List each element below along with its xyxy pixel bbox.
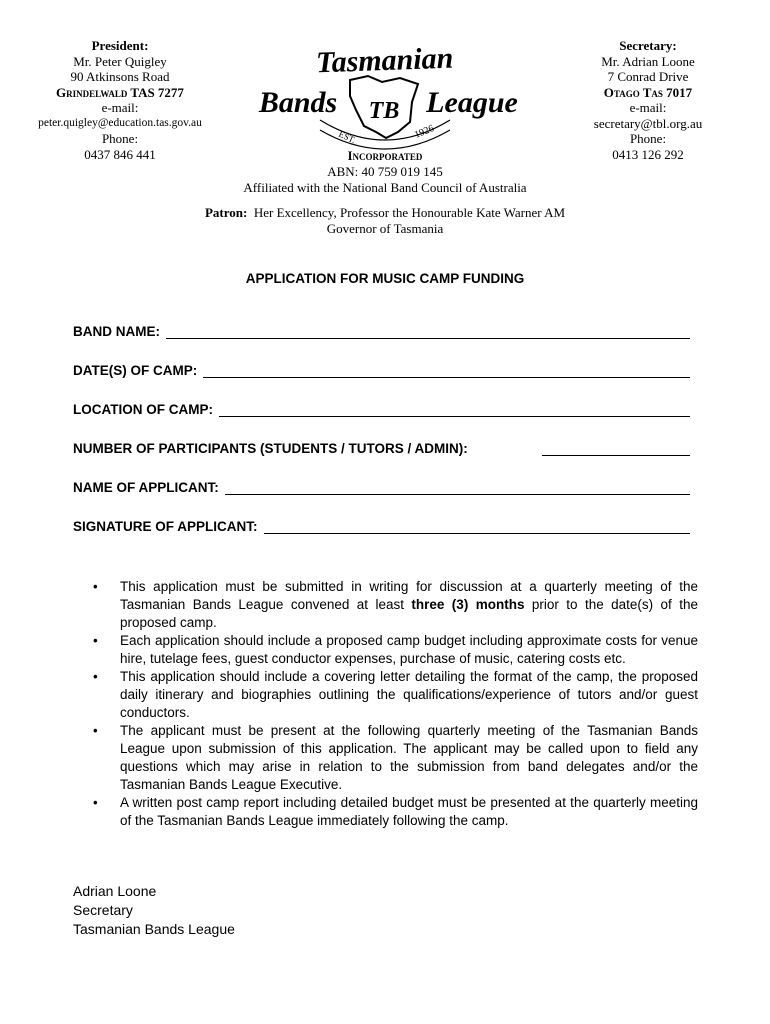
patron-label: Patron: bbox=[204, 205, 248, 220]
secretary-phone: 0413 126 292 bbox=[612, 146, 684, 162]
list-item: • The applicant must be present at the following quarterly meeting of the Tasmanian Bands League upon submission of this application. The applicant may be called upon to field any questions which may arise in relation to the submission from band delegates and/or the Tasmanian Bands League Executive. bbox=[93, 723, 698, 792]
patron-title: Governor of Tasmania bbox=[326, 221, 444, 236]
band-name-label: BAND NAME: bbox=[73, 324, 160, 339]
president-email-label: e-mail: bbox=[101, 100, 139, 115]
signature-label: SIGNATURE OF APPLICANT: bbox=[73, 519, 258, 534]
bullet-icon: • bbox=[93, 795, 98, 810]
president-name: Mr. Peter Quigley bbox=[73, 53, 167, 69]
president-phone-label: Phone: bbox=[101, 131, 139, 146]
form-title: APPLICATION FOR MUSIC CAMP FUNDING bbox=[245, 271, 525, 286]
secretary-name: Mr. Adrian Loone bbox=[601, 53, 695, 69]
secretary-address-line2: Otago Tas 7017 bbox=[603, 84, 693, 100]
applicant-name-field[interactable] bbox=[73, 480, 690, 495]
deadline-emphasis: three (3) months bbox=[411, 597, 525, 612]
logo-est-label: EST. bbox=[337, 128, 358, 146]
dates-field[interactable] bbox=[73, 363, 690, 378]
location-label: LOCATION OF CAMP: bbox=[73, 402, 213, 417]
secretary-phone-label: Phone: bbox=[629, 131, 667, 146]
logo-year: 1926 bbox=[413, 123, 436, 141]
signoff-org: Tasmanian Bands League bbox=[73, 921, 235, 937]
president-address-line1: 90 Atkinsons Road bbox=[70, 69, 170, 84]
patron-block bbox=[150, 205, 620, 237]
president-address-line2: Grindelwald TAS 7277 bbox=[56, 84, 184, 100]
president-email[interactable]: peter.quigley@education.tas.gov.au bbox=[38, 116, 202, 129]
logo-word-tasmanian: Tasmanian bbox=[315, 41, 454, 80]
tasmanian-bands-league-logo bbox=[250, 40, 520, 152]
dates-line[interactable] bbox=[203, 366, 690, 378]
signature-field[interactable] bbox=[73, 519, 690, 534]
patron-name: Her Excellency, Professor the Honourable Kate Warner AM bbox=[253, 205, 566, 220]
signoff-block bbox=[73, 882, 235, 939]
secretary-contact-block bbox=[582, 38, 714, 162]
bullet-icon: • bbox=[93, 723, 98, 738]
abn: ABN: 40 759 019 145 bbox=[327, 164, 443, 179]
secretary-address-line1: 7 Conrad Drive bbox=[607, 69, 689, 84]
logo-word-league: League bbox=[426, 86, 518, 119]
participants-field[interactable] bbox=[73, 441, 690, 456]
location-line[interactable] bbox=[219, 405, 690, 417]
organisation-info bbox=[170, 148, 600, 196]
list-item: • This application must be submitted in writing for discussion at a quarterly meeting of the Tasmanian Bands League convened at least three (3) months prior to the date(s) of the proposed camp. bbox=[93, 579, 698, 630]
secretary-email[interactable]: secretary@tbl.org.au bbox=[593, 115, 703, 131]
list-item: • This application should include a covering letter detailing the format of the camp, the proposed daily itinerary and biographies outlining the qualifications/experience of tutors and/or guest conductors. bbox=[93, 669, 698, 720]
bullet-icon: • bbox=[93, 669, 98, 684]
secretary-email-label: e-mail: bbox=[629, 100, 667, 115]
affiliation: Affiliated with the National Band Council of Australia bbox=[243, 180, 527, 195]
applicant-name-line[interactable] bbox=[225, 483, 690, 495]
location-field[interactable] bbox=[73, 402, 690, 417]
president-role-label: President: bbox=[91, 38, 149, 53]
bullet-icon: • bbox=[93, 633, 98, 648]
president-phone: 0437 846 441 bbox=[84, 146, 156, 162]
bullet-icon: • bbox=[93, 579, 98, 594]
president-contact-block bbox=[20, 38, 220, 162]
list-item: • A written post camp report including detailed budget must be presented at the quarterly meeting of the Tasmanian Bands League immediately following the camp. bbox=[93, 795, 698, 828]
signoff-name: Adrian Loone bbox=[73, 883, 157, 899]
logo-graphic bbox=[250, 40, 520, 152]
band-name-field[interactable] bbox=[73, 324, 690, 339]
dates-label: DATE(S) OF CAMP: bbox=[73, 363, 198, 378]
logo-monogram: TB bbox=[368, 98, 400, 124]
signature-line[interactable] bbox=[264, 522, 691, 534]
participants-label: NUMBER OF PARTICIPANTS (STUDENTS / TUTORS / ADMIN): bbox=[73, 441, 468, 456]
logo-word-bands: Bands bbox=[258, 86, 338, 119]
participants-line[interactable] bbox=[542, 444, 690, 456]
signoff-title: Secretary bbox=[73, 902, 133, 918]
band-name-line[interactable] bbox=[166, 327, 690, 339]
applicant-name-label: NAME OF APPLICANT: bbox=[73, 480, 219, 495]
incorporated-label: Incorporated bbox=[347, 149, 423, 163]
secretary-role-label: Secretary: bbox=[619, 38, 677, 53]
list-item: • Each application should include a proposed camp budget including approximate costs for venue hire, tutelage fees, guest conductor expenses, purchase of music, catering costs etc. bbox=[93, 633, 698, 666]
application-notes-list bbox=[73, 578, 698, 830]
